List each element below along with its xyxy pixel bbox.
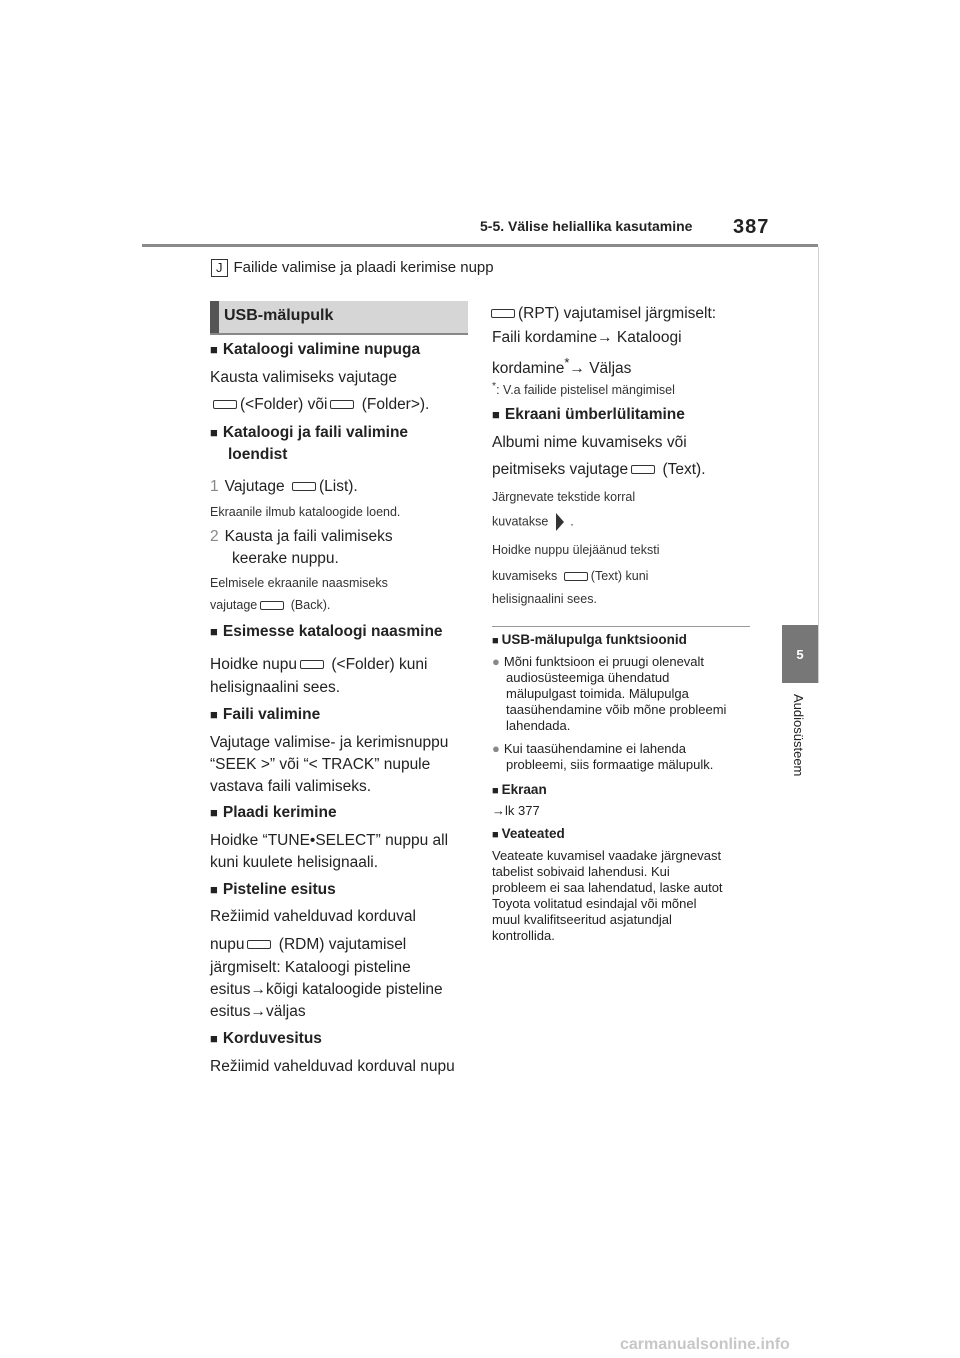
square-bullet-icon: ■ [210, 882, 218, 897]
notes-divider [492, 626, 750, 627]
chapter-tab: 5 [782, 625, 818, 683]
circle-bullet-icon: ● [492, 654, 500, 669]
footnote: *: V.a failide pistelisel mängimisel [492, 381, 675, 398]
note-heading-errors: ■ Veateated [492, 826, 565, 841]
text-line: nupu (RDM) vajutamisel [210, 936, 407, 953]
square-bullet-icon: ■ [492, 829, 499, 841]
text-line: esitus→kõigi kataloogide pisteline [210, 981, 443, 998]
text-line: Hoidke “TUNE•SELECT” nuppu all [210, 832, 449, 849]
text-line: Toyota volitatud esindajal või mõnel [492, 896, 697, 911]
callout-text: Failide valimise ja plaadi kerimise nupp [233, 259, 494, 276]
button-icon [330, 400, 354, 409]
page-reference: →lk 377 [492, 803, 540, 818]
play-arrow-icon [556, 513, 564, 531]
heading-random: ■ Pisteline esitus [210, 881, 336, 898]
bullet-item-cont: lahendada. [506, 718, 571, 733]
text-line: Režiimid vahelduvad korduval nupu [210, 1058, 455, 1075]
callout-line [211, 259, 494, 277]
button-icon [491, 309, 515, 318]
bullet-item-cont: mälupulgast toimida. Mälupulga [506, 686, 689, 701]
text-line: probleem ei saa lahendatud, laske autot [492, 880, 723, 895]
text-line: kordamine*→ Väljas [492, 355, 632, 378]
heading-fast-forward: ■ Plaadi kerimine [210, 804, 337, 821]
heading-folder-select: ■ Kataloogi valimine nupuga [210, 341, 421, 358]
circle-bullet-icon: ● [492, 741, 500, 756]
heading-first-folder: ■ Esimesse kataloogi naasmine [210, 623, 443, 640]
bullet-item: ● Mõni funktsioon ei pruugi olenevalt [492, 654, 705, 669]
text-line: (RPT) vajutamisel järgmiselt: [488, 303, 716, 325]
square-bullet-icon: ■ [210, 707, 218, 722]
text-line: järgmiselt: Kataloogi pisteline [210, 959, 411, 976]
square-bullet-icon: ■ [210, 425, 218, 440]
text-line: muul kvalifitseeritud asjatundjal [492, 912, 672, 927]
button-icon [260, 601, 284, 610]
text-line: kontrollida. [492, 928, 555, 943]
bullet-item: ● Kui taasühendamine ei lahenda [492, 741, 686, 756]
text-line: Kausta valimiseks vajutage [210, 369, 397, 386]
note-heading-usb: ■ USB-mälupulga funktsioonid [492, 632, 687, 647]
callout-letter: J [211, 259, 228, 277]
step-2-note: Eelmisele ekraanile naasmiseks [210, 576, 388, 590]
text-line: kuni kuulete helisignaali. [210, 854, 379, 871]
heading-list-select: ■ Kataloogi ja faili valimine [210, 424, 409, 441]
square-bullet-icon: ■ [492, 407, 500, 422]
button-icon [247, 940, 271, 949]
text-line: Režiimid vahelduvad korduval [210, 908, 416, 925]
text-line: Hoidke nupu (<Folder) kuni [210, 656, 428, 673]
heading-file-select: ■ Faili valimine [210, 706, 321, 723]
note-heading-screen: ■ Ekraan [492, 782, 547, 797]
watermark: carmanualsonline.info [620, 1336, 790, 1353]
square-bullet-icon: ■ [210, 1031, 218, 1046]
step-2: 2 Kausta ja faili valimiseks [210, 528, 393, 545]
step-1-note: Ekraanile ilmub kataloogide loend. [210, 505, 401, 519]
section-header [210, 301, 468, 333]
text-line: Albumi nime kuvamiseks või [492, 434, 687, 451]
step-2-cont: keerake nuppu. [232, 550, 339, 567]
chapter-label: Audiosüsteem [791, 694, 806, 777]
button-icon [300, 660, 324, 669]
note-line: Järgnevate tekstide korral [492, 490, 636, 504]
square-bullet-icon: ■ [210, 342, 218, 357]
square-bullet-icon: ■ [210, 624, 218, 639]
section-title: 5-5. Välise heliallika kasutamine [480, 218, 693, 234]
square-bullet-icon: ■ [492, 635, 499, 647]
text-line: tabelist sobivaid lahendusi. Kui [492, 864, 670, 879]
heading-list-select-cont: loendist [228, 446, 288, 463]
side-divider [818, 247, 819, 683]
note-line: Hoidke nuppu ülejäänud teksti [492, 543, 660, 557]
text-line: vastava faili valimiseks. [210, 778, 372, 795]
text-line: peitmiseks vajutage (Text). [492, 461, 706, 478]
bullet-item-cont: taasühendamine võib mõne probleemi [506, 702, 727, 717]
text-line: “SEEK >” või “< TRACK” nupule [210, 756, 431, 773]
bullet-item-cont: probleemi, siis formaatige mälupulk. [506, 757, 714, 772]
section-header-underline [210, 333, 468, 335]
text-line: helisignaalini sees. [210, 679, 341, 696]
button-icon [292, 482, 316, 491]
page-number: 387 [733, 216, 770, 238]
text-line: Vajutage valimise- ja kerimisnuppu [210, 734, 449, 751]
text-line: Veateate kuvamisel vaadake järgnevast [492, 848, 722, 863]
section-header-title: USB-mälupulk [224, 307, 334, 324]
button-icon [213, 400, 237, 409]
button-icon [564, 572, 588, 581]
heading-repeat: ■ Korduvesitus [210, 1030, 322, 1047]
text-line: (<Folder) või (Folder>). [210, 394, 429, 416]
square-bullet-icon: ■ [492, 785, 499, 797]
step-2-note: vajutage (Back). [210, 598, 331, 612]
square-bullet-icon: ■ [210, 805, 218, 820]
text-line: Faili kordamine→ Kataloogi [492, 329, 682, 346]
note-line: helisignaalini sees. [492, 592, 597, 606]
heading-screen-toggle: ■ Ekraani ümberlülitamine [492, 406, 685, 423]
button-icon [631, 465, 655, 474]
step-1: 1 Vajutage (List). [210, 478, 358, 495]
text-line: esitus→väljas [210, 1003, 306, 1020]
bullet-item-cont: audiosüsteemiga ühendatud [506, 670, 670, 685]
header-rule [142, 244, 818, 247]
section-header-bar [210, 301, 219, 333]
note-line: kuvamiseks (Text) kuni [492, 569, 649, 583]
note-line: kuvatakse . [492, 513, 574, 531]
